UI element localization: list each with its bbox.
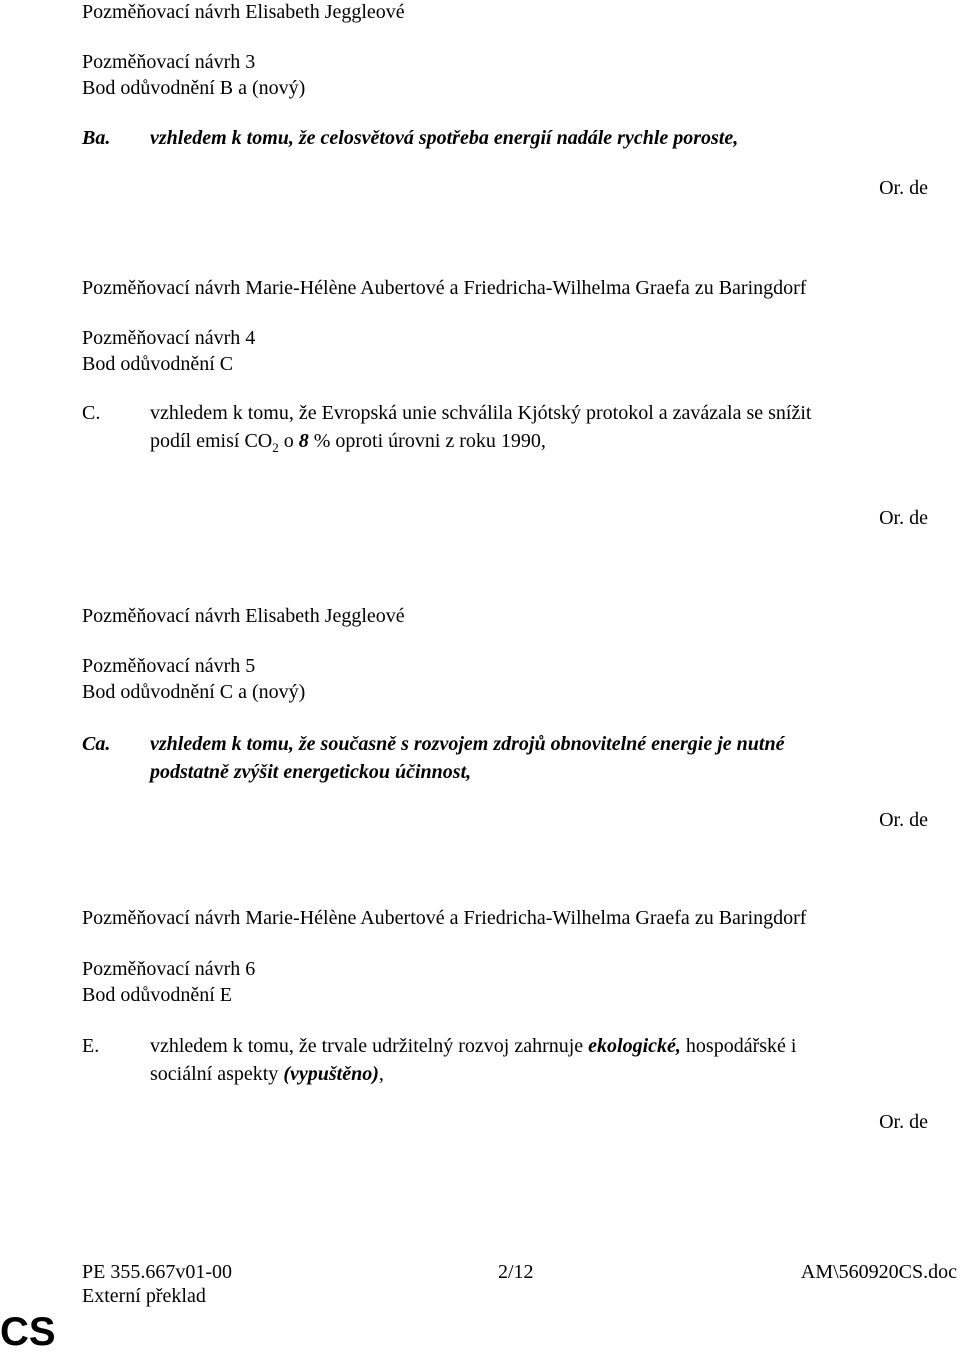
amendment-number: Pozměňovací návrh 5 [82, 655, 256, 677]
emphasis: ekologické, [588, 1035, 681, 1057]
document-name: AM\560920CS.doc [800, 1261, 957, 1283]
recital-label: E. [82, 1035, 100, 1057]
recital-reference: Bod odůvodnění E [82, 984, 232, 1006]
text-fragment: , [378, 1063, 384, 1085]
recital-text-line: podstatně zvýšit energetickou účinnost, [150, 761, 472, 783]
recital-text: vzhledem k tomu, že celosvětová spotřeba energií nadále rychle poroste, [150, 127, 739, 149]
amendment-author: Pozměňovací návrh Elisabeth Jeggleové [82, 1, 405, 23]
recital-reference: Bod odůvodnění C a (nový) [82, 681, 306, 703]
recital-text [150, 399, 910, 462]
amendment-author: Pozměňovací návrh Elisabeth Jeggleové [82, 605, 405, 627]
amendment-number: Pozměňovací návrh 6 [82, 958, 256, 980]
recital-text-line [150, 427, 910, 462]
recital-text-line: vzhledem k tomu, že Evropská unie schválila Kjótský protokol a zavázala se snížit [150, 402, 812, 424]
original-language: Or. de [879, 1111, 928, 1133]
text-fragment: vzhledem k tomu, že trvale udržitelný rozvoj zahrnuje [150, 1035, 589, 1057]
amendment-author: Pozměňovací návrh Marie-Hélène Aubertové a Friedricha-Wilhelma Graefa zu Baringdorf [82, 907, 807, 929]
text-fragment: podíl emisí CO [150, 430, 273, 452]
recital-text [150, 730, 910, 786]
recital-label: C. [82, 402, 101, 424]
original-language: Or. de [879, 809, 928, 831]
amendment-number: Pozměňovací návrh 3 [82, 51, 256, 73]
emphasis: 8 [298, 430, 309, 452]
recital-reference: Bod odůvodnění B a (nový) [82, 77, 306, 99]
original-language: Or. de [879, 507, 928, 529]
recital-text-line: vzhledem k tomu, že současně s rozvojem zdrojů obnovitelné energie je nutné [150, 733, 785, 755]
footer-reference: PE 355.667v01-00 [82, 1261, 232, 1283]
page-number: 2/12 [498, 1261, 534, 1283]
subscript: 2 [272, 440, 279, 455]
original-language: Or. de [879, 177, 928, 199]
recital-reference: Bod odůvodnění C [82, 353, 234, 375]
amendment-author: Pozměňovací návrh Marie-Hélène Aubertové a Friedricha-Wilhelma Graefa zu Baringdorf [82, 277, 807, 299]
recital-text [150, 1032, 910, 1088]
amendment-number: Pozměňovací návrh 4 [82, 327, 256, 349]
text-fragment: o [278, 430, 299, 452]
recital-text-line [150, 1060, 910, 1088]
emphasis: (vypuštěno) [283, 1063, 379, 1085]
text-fragment: sociální aspekty [150, 1063, 284, 1085]
translation-note: Externí překlad [82, 1285, 206, 1307]
text-fragment: hospodářské i [680, 1035, 797, 1057]
recital-text-line [150, 1032, 910, 1060]
recital-label: Ca. [82, 733, 111, 755]
text-fragment: % oproti úrovni z roku 1990, [308, 430, 546, 452]
language-code: CS [0, 1310, 56, 1354]
recital-label: Ba. [82, 127, 111, 149]
